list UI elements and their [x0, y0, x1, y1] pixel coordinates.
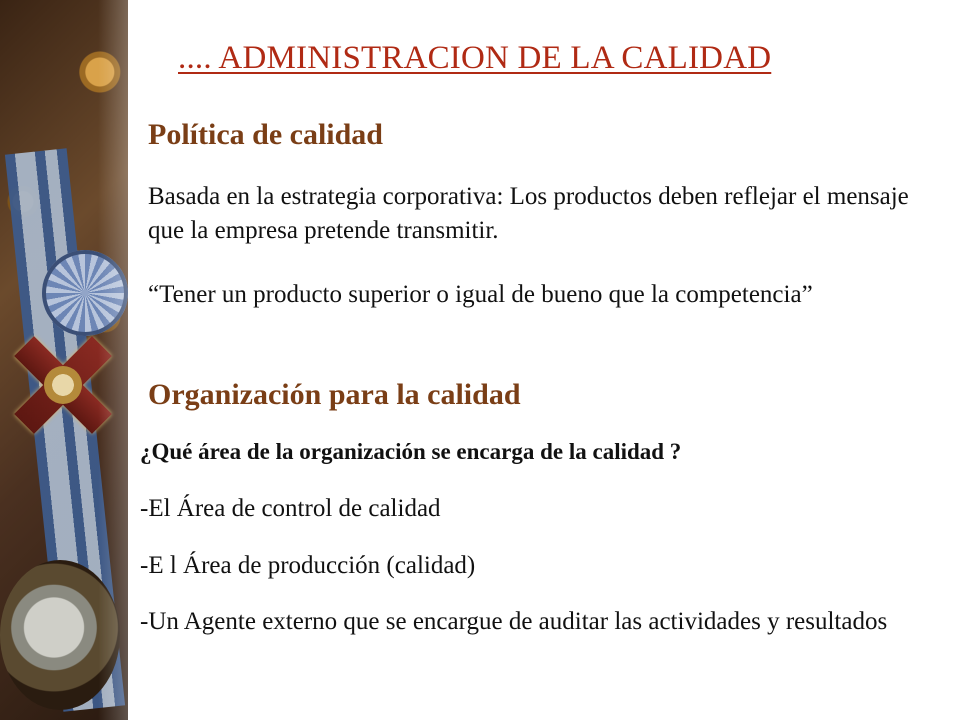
policy-quote: “Tener un producto superior o igual de bueno que la competencia”	[148, 281, 813, 308]
decorative-medal-image	[0, 0, 128, 720]
slide-title: .... ADMINISTRACION DE LA CALIDAD	[178, 40, 772, 76]
organization-heading: Organización para la calidad	[148, 378, 521, 411]
image-edge-fade	[98, 0, 128, 720]
medal-center-icon	[44, 366, 82, 404]
policy-heading: Política de calidad	[148, 118, 383, 151]
policy-paragraph: Basada en la estrategia corporativa: Los productos deben reflejar el mensaje que la empresa pretende transmitir.	[148, 183, 909, 244]
organization-question: ¿Qué área de la organización se encarga de la calidad ?	[140, 439, 682, 464]
list-item: -El Área de control de calidad	[140, 495, 441, 522]
list-item: -Un Agente externo que se encargue de auditar las actividades y resultados	[140, 608, 888, 635]
list-item: -E l Área de producción (calidad)	[140, 552, 476, 579]
